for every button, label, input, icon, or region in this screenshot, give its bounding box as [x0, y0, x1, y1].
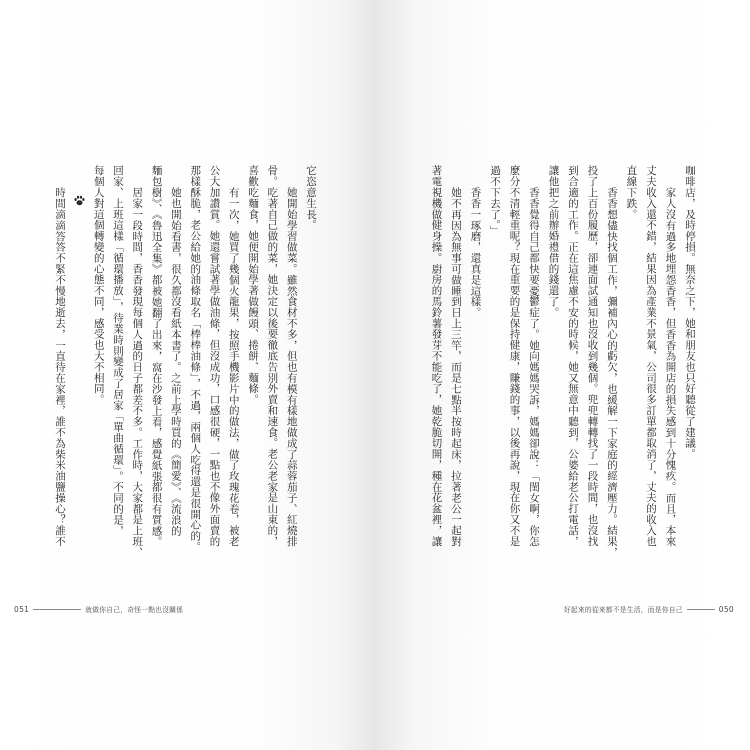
text-line: 香香想儘快找個工作，彌補內心的虧欠，也緩解一下家庭的經濟壓力。結果，	[606, 186, 618, 558]
text-line: 公大加讚賞。她還嘗試著學做油條，但沒成功，口感很硬，一點也不像外面賣的	[208, 165, 221, 547]
footer-rule	[687, 609, 715, 610]
text-line: 過不下去了。」	[489, 165, 501, 237]
text-line: 每個人對這個轉變的心態不同，感受也大不相同。	[92, 165, 105, 405]
text-line: 那樣酥脆，老公給她的油條取名「棒棒油條」，不過，兩個人吃得還是很開心的。	[189, 165, 202, 553]
text-line: 直線下跌。	[625, 165, 638, 220]
text-line: 香香覺得自己都快要憂鬱症了。她向媽媽哭訴，媽媽卻說：「閨女啊，你怎	[528, 186, 540, 547]
text-line: 家人沒有過多地埋怨香香，但香香為開店的損失感到十分愧疚。而且，本來	[664, 186, 677, 547]
page-number: 051	[14, 604, 30, 614]
text-line: 喜歡吃麵食，她便開始學著做饅頭、捲餅、麵條。	[247, 165, 260, 405]
text-line: 咖啡店，及時停損。無奈之下，她和朋友也只好聽從了建議。	[684, 165, 696, 460]
text-line: 她也開始看書，很久都沒看紙本書了。之前上學時買的《簡愛》、《流浪的	[169, 186, 182, 536]
text-line: 著電視機做健身操。廚房的馬鈴薯發芽不能吃了，她乾脆切開，種在花盆裡，讓	[430, 165, 443, 547]
text-line: 她開始學習做菜。雖然食材不多，但也有模有樣地做成了蒜蓉茄子、紅燒排	[285, 186, 298, 547]
page-number: 050	[718, 604, 734, 614]
text-line: 麼分不清輕重呢？現在重要的是保持健康，賺錢的事，以後再說，現在你又不是	[508, 165, 521, 547]
text-line: 時間滴滴答答不緊不慢地逝去，一直待在家裡，誰不為柴米油鹽操心？誰不	[54, 186, 66, 547]
text-line: 居家一段時間，香香發現每個人過的日子都差不多。工作時，大家都是上班、	[131, 186, 144, 558]
text-line: 骨。吃著自己做的菜，她決定以後要徹底告別外賣和速食。老公老家是山東的，	[266, 165, 279, 547]
text-line: 讓他把之前辦婚禮借的錢還了。	[547, 165, 560, 318]
text-line: 到合適的工作。正在這焦慮不安的時候，她又無意中聽到，公婆給老公打電話，	[567, 165, 579, 547]
text-line: 丈夫收入還不錯，結果因為產業不景氣，公司很多訂單都取消了，丈夫的收入也	[645, 165, 657, 547]
page-footer	[14, 604, 183, 614]
text-line: 它恣意生長。	[305, 165, 317, 231]
page-footer	[564, 604, 734, 614]
right-page	[375, 0, 750, 750]
text-line: 香香一琢磨，還真是這樣。	[469, 186, 482, 318]
text-line: 麵包樹》、《魯迅全集》都被她翻了出來，窩在沙發上看，感覺紙張都很有質感。	[150, 165, 163, 547]
text-line: 有一次，她買了幾個火龍果，按照手機影片中的做法，做了玫瑰花卷，被老	[227, 186, 240, 547]
running-title: 就做你自己，奇怪一點也沒關係	[85, 606, 184, 614]
paw-print-icon	[73, 194, 86, 207]
text-line: 她不再因為無事可做睡到日上三竿，而是七點半按時起床，拉著老公一起對	[450, 186, 462, 547]
text-line: 回家、上班這樣「循環播放」，待業時則變成了居家「單曲循環」。不同的是，	[112, 165, 124, 536]
text-line: 投了上百份履歷，卻連面試通知也沒收到幾個。兜兜轉轉找了一段時間，也沒找	[586, 165, 599, 547]
running-title: 好起來的從來都不是生活，而是你自己	[563, 606, 683, 614]
footer-rule	[33, 609, 81, 610]
